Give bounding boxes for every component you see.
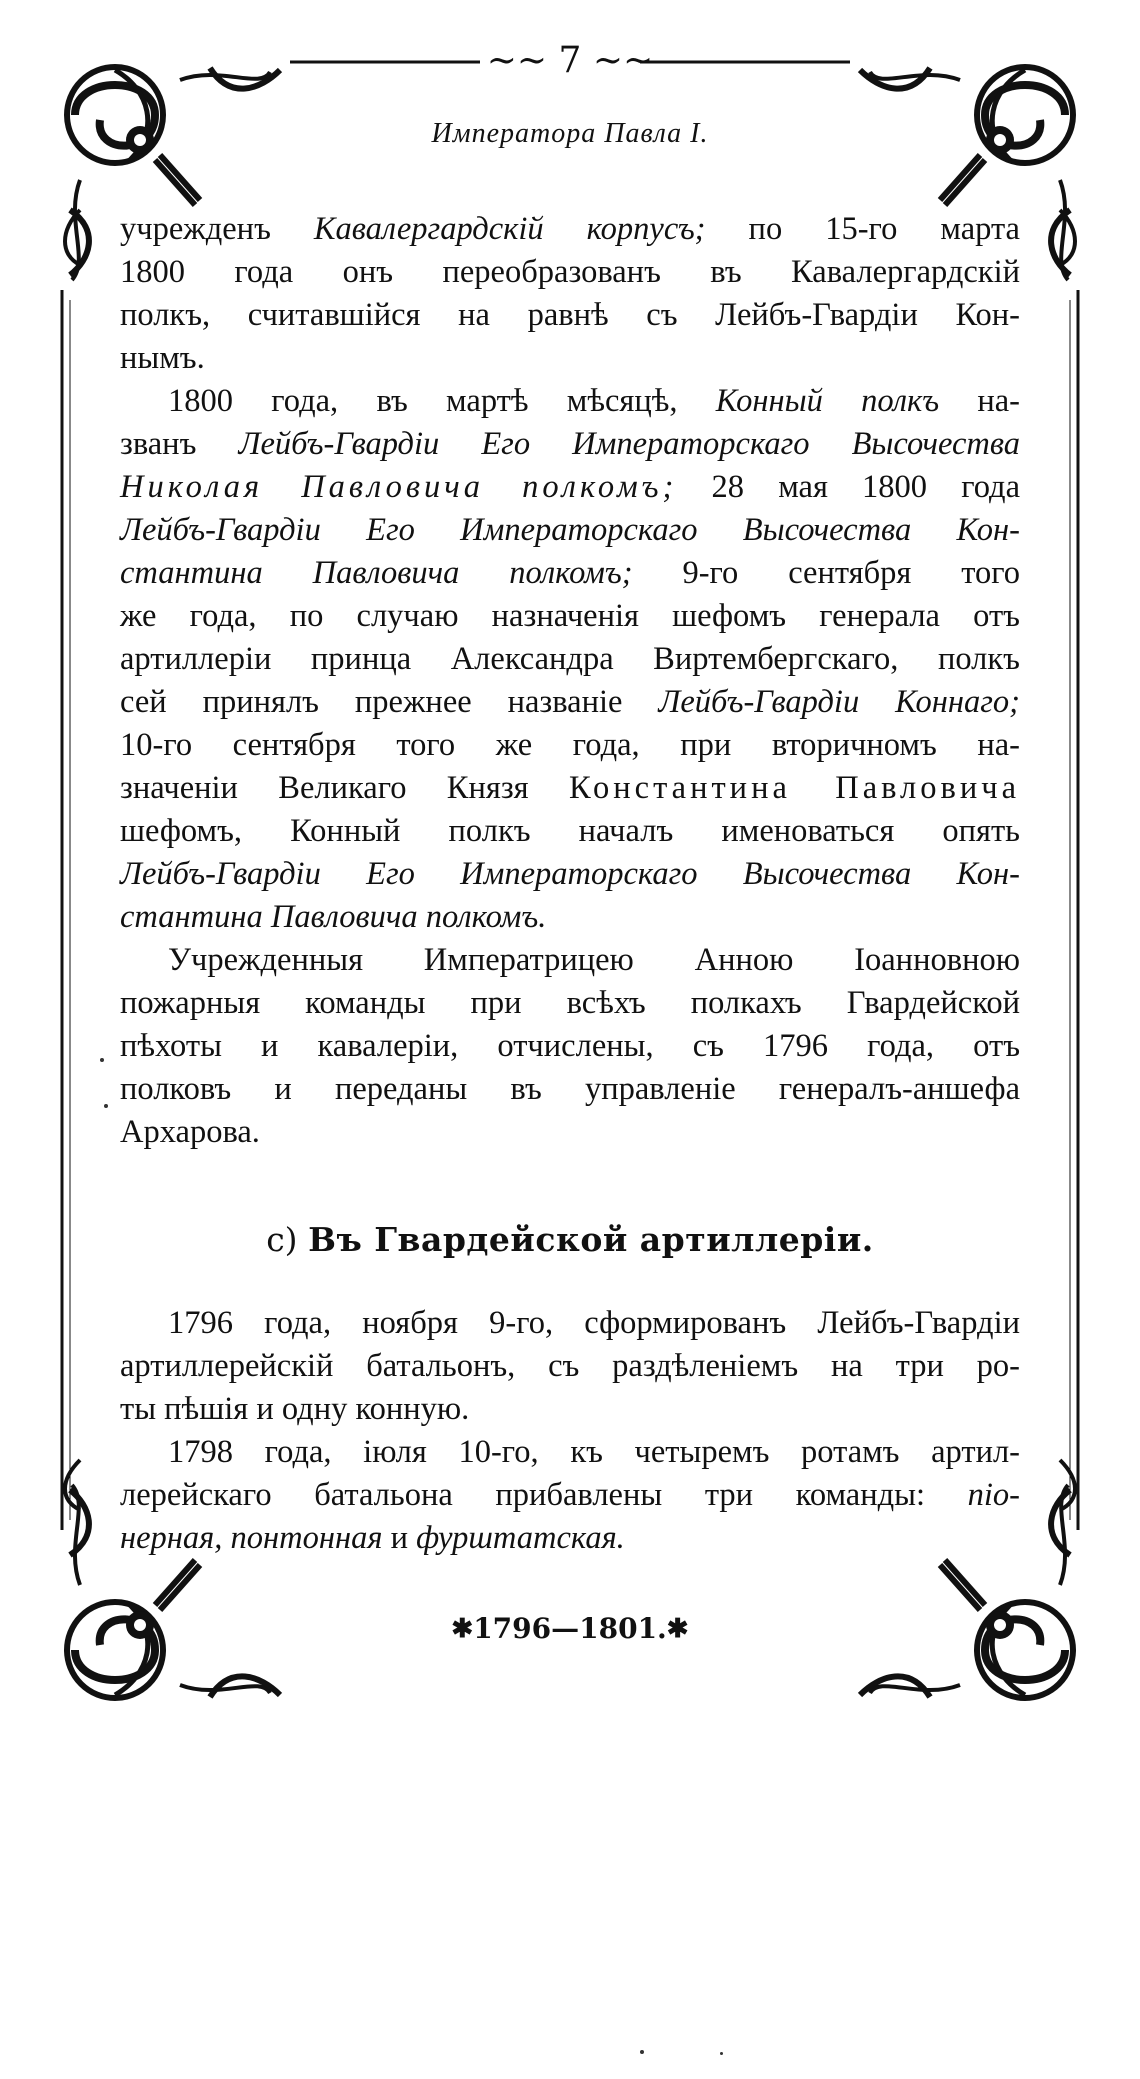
- text-segment: Лейбъ-Гвардiи Коннаго;: [658, 684, 1020, 720]
- text-line: [120, 896, 1020, 939]
- text-line: [120, 466, 1020, 509]
- text-segment: учрежденъ: [120, 211, 314, 247]
- star-ornament-right: ✱: [666, 1614, 689, 1644]
- year-range-footer: [420, 1612, 720, 1645]
- text-segment: нымъ.: [120, 340, 205, 376]
- text-segment: Константина Павловича: [568, 770, 1021, 806]
- text-segment: званъ: [120, 426, 239, 462]
- scan-speck: [100, 1058, 104, 1062]
- text-segment: 1798 года, iюля 10-го, къ четыремъ ротамъ артил-: [168, 1434, 1020, 1470]
- text-segment: 1796 года, ноября 9-го, сформированъ Лейбъ-Гвардiи: [168, 1305, 1020, 1341]
- paragraph-2: [120, 380, 1020, 939]
- paragraph-4: [120, 1302, 1020, 1431]
- page-number-ornament-left: ~~: [486, 40, 559, 81]
- text-line: [120, 638, 1020, 681]
- text-segment: Лейбъ-Гвардiи Его Императорскаго Высочества Кон-: [120, 512, 1020, 548]
- text-segment: полкъ, считавшiйся на равнѣ съ Лейбъ-Гвардiи Кон-: [120, 297, 1020, 333]
- text-line: [120, 939, 1020, 982]
- text-line: [120, 1068, 1020, 1111]
- text-segment: Николая Павловича полкомъ;: [120, 469, 678, 505]
- text-segment: артиллерiи принца Александра Виртембергскаго, полкъ: [120, 641, 1020, 677]
- text-line: [120, 251, 1020, 294]
- text-segment: сей принялъ прежнее названiе: [120, 684, 659, 720]
- text-line: [120, 208, 1020, 251]
- text-line: [120, 1388, 1020, 1431]
- text-segment: же года, по случаю назначенiя шефомъ генерала отъ: [120, 598, 1020, 634]
- text-segment: на-: [939, 383, 1020, 419]
- text-segment: стантина Павловича полкомъ.: [120, 899, 547, 935]
- text-segment: Учрежденныя Императрицею Анною Iоанновною: [168, 942, 1020, 978]
- text-line: [120, 509, 1020, 552]
- text-segment: пожарныя команды при всѣхъ полкахъ Гвардейской: [120, 985, 1020, 1021]
- section-letter: c): [266, 1220, 298, 1259]
- text-segment: нерная, понтонная: [120, 1520, 383, 1556]
- text-segment: по 15-го марта: [705, 211, 1020, 247]
- text-segment: шефомъ, Конный полкъ началъ именоваться опять: [120, 813, 1020, 849]
- section-title: Въ Гвардейской артиллерiи.: [308, 1220, 874, 1259]
- text-segment: фурштатская.: [416, 1520, 625, 1556]
- text-segment: 28 мая 1800 года: [677, 469, 1020, 505]
- text-line: [120, 767, 1020, 810]
- year-range: 1796—1801.: [473, 1612, 667, 1645]
- page-number-ornament-right: ~~: [581, 40, 654, 81]
- paragraph-3: [120, 939, 1020, 1154]
- text-line: [120, 380, 1020, 423]
- text-segment: 10-го сентября того же года, при вторичномъ на-: [120, 727, 1020, 763]
- text-line: [120, 982, 1020, 1025]
- text-segment: 9-го сентября того: [632, 555, 1020, 591]
- text-line: [120, 1431, 1020, 1474]
- scan-speck: [640, 2050, 644, 2054]
- text-line: [120, 1345, 1020, 1388]
- text-line: [120, 681, 1020, 724]
- text-segment: Конный полкъ: [715, 383, 940, 419]
- text-segment: стантина Павловича полкомъ;: [120, 555, 633, 591]
- section-heading: [120, 1220, 1020, 1259]
- text-line: [120, 337, 1020, 380]
- text-segment: Кавалергардскiй корпусъ;: [313, 211, 706, 247]
- text-line: [120, 1474, 1020, 1517]
- running-head: Императора Павла I.: [431, 118, 709, 149]
- text-line: [120, 1517, 1020, 1560]
- paragraph-5: [120, 1431, 1020, 1560]
- text-line: [120, 810, 1020, 853]
- text-line: [120, 294, 1020, 337]
- text-segment: лерейскаго батальона прибавлены три команды:: [120, 1477, 968, 1513]
- text-segment: пio-: [967, 1477, 1020, 1513]
- text-segment: значенiи Великаго Князя: [120, 770, 569, 806]
- text-segment: 1800 года, въ мартѣ мѣсяцѣ,: [168, 383, 716, 419]
- text-line: [120, 1302, 1020, 1345]
- text-segment: Лейбъ-Гвардiи Его Императорскаго Высочества Кон-: [120, 856, 1020, 892]
- scan-speck: [720, 2052, 723, 2055]
- text-segment: 1800 года онъ переобразованъ въ Кавалергардскiй: [120, 254, 1020, 290]
- scan-speck: [104, 1104, 108, 1108]
- text-segment: пѣхоты и кавалерiи, отчислены, съ 1796 года, отъ: [120, 1028, 1020, 1064]
- text-segment: полковъ и переданы въ управленiе генералъ-аншефа: [120, 1071, 1020, 1107]
- text-segment: артиллерейскiй батальонъ, съ раздѣленiемъ на три ро-: [120, 1348, 1020, 1384]
- text-line: [120, 595, 1020, 638]
- text-line: [120, 1025, 1020, 1068]
- text-block-lower: [120, 1302, 1020, 1560]
- text-line: [120, 724, 1020, 767]
- text-line: [120, 853, 1020, 896]
- text-segment: ты пѣшiя и одну конную.: [120, 1391, 470, 1427]
- star-ornament-left: ✱: [451, 1614, 474, 1644]
- text-segment: Архарова.: [120, 1114, 260, 1150]
- text-segment: Лейбъ-Гвардiи Его Императорскаго Высочества: [238, 426, 1020, 462]
- text-line: [120, 1111, 1020, 1154]
- page-number: [470, 40, 670, 81]
- text-line: [120, 552, 1020, 595]
- page-number-value: 7: [558, 40, 582, 81]
- paragraph-1: [120, 208, 1020, 380]
- text-line: [120, 423, 1020, 466]
- text-block-upper: [120, 208, 1020, 1154]
- text-segment: и: [382, 1520, 417, 1556]
